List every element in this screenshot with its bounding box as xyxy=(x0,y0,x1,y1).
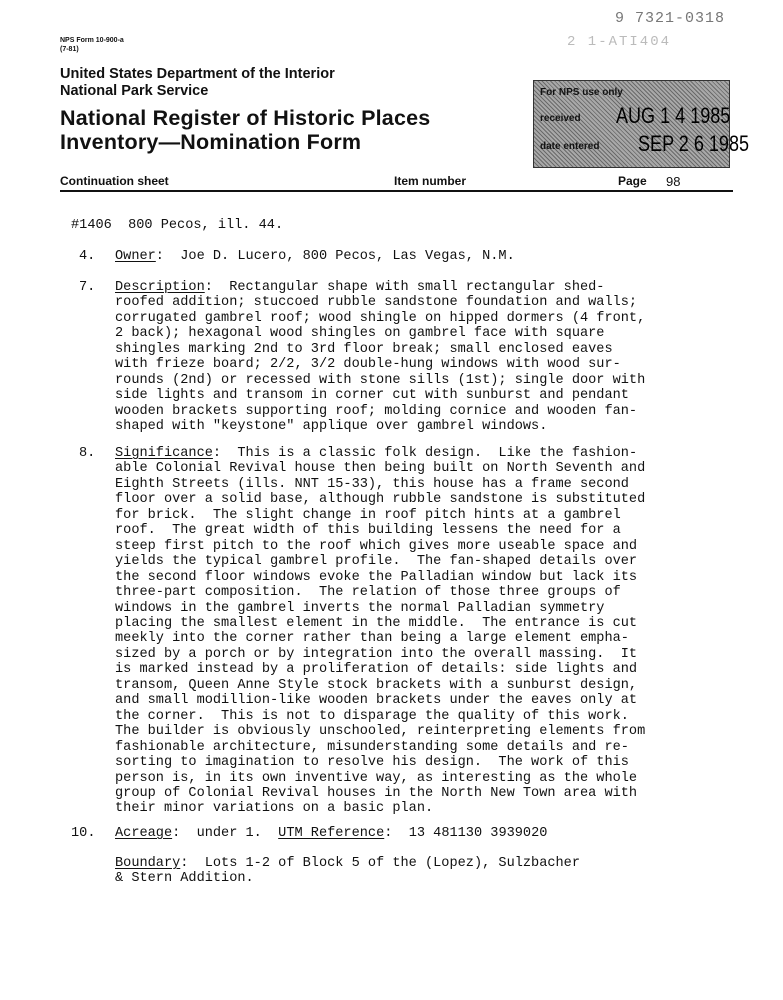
form-title xyxy=(60,106,430,154)
received-label: received xyxy=(540,113,581,124)
acreage-label: Acreage xyxy=(115,826,173,841)
significance-first-line: : This is a classic folk design. Like the fashion- xyxy=(212,446,638,461)
significance-number: 8. xyxy=(79,446,96,461)
owner-entry xyxy=(115,249,515,264)
significance-line: steep first pitch to the roof which gives more useable space and xyxy=(115,538,638,554)
stamped-number: 9 7321-0318 xyxy=(614,10,725,27)
form-number: NPS Form 10-900-a xyxy=(60,37,124,44)
page-label: Page xyxy=(618,174,647,188)
significance-line: the second floor windows evoke the Palladian window but lack its xyxy=(115,569,638,585)
property-heading: #1406 800 Pecos, ill. 44. xyxy=(71,218,284,233)
significance-line: transom, Queen Anne Style stock brackets with a sunburst design, xyxy=(115,677,638,693)
acreage-number: 10. xyxy=(71,826,96,841)
description-line: rounds (2nd) or recessed with stone sills (1st); single door with xyxy=(115,372,646,388)
form-identifier xyxy=(60,36,124,54)
significance-line: and small modillion-like wooden brackets under the eaves only at xyxy=(115,693,638,709)
agency-name: National Park Service xyxy=(60,83,209,99)
nps-use-label: For NPS use only xyxy=(540,87,623,98)
utm-reference-label: UTM Reference xyxy=(278,826,385,841)
significance-line: The builder is obviously unschooled, reinterpreting elements from xyxy=(115,724,646,740)
owner-number: 4. xyxy=(79,249,96,264)
description-number: 7. xyxy=(79,280,96,295)
form-revision: (7-81) xyxy=(60,46,79,53)
owner-text: : Joe D. Lucero, 800 Pecos, Las Vegas, N.M. xyxy=(155,249,515,264)
description-first-line: : Rectangular shape with small rectangular shed- xyxy=(204,280,605,295)
department-name: United States Department of the Interior xyxy=(60,66,335,82)
description-line: shingles marking 2nd to 3rd floor break; small enclosed eaves xyxy=(115,341,613,357)
significance-line: fashionable architecture, misunderstanding some details and re- xyxy=(115,739,629,755)
received-date-stamp: AUG 1 4 1985 xyxy=(616,103,731,128)
stamped-number-faint: 2 1-ATI404 xyxy=(566,34,671,50)
significance-line: windows in the gambrel inverts the normal Palladian symmetry xyxy=(115,600,605,616)
description-label: Description xyxy=(115,280,205,295)
significance-line: roof. The great width of this building lessens the need for a xyxy=(115,523,621,539)
form-title-line2: Inventory—Nomination Form xyxy=(60,130,362,154)
significance-line: floor over a solid base, although rubble sandstone is substituted xyxy=(115,492,646,508)
page-number: 98 xyxy=(666,174,681,189)
significance-label: Significance xyxy=(115,446,213,461)
boundary-first-line: : Lots 1-2 of Block 5 of the (Lopez), Sulzbacher xyxy=(180,856,580,871)
description-entry xyxy=(115,280,645,435)
department-header xyxy=(60,66,335,100)
significance-line: is marked instead by a proliferation of details: side lights and xyxy=(115,662,638,678)
item-number-label: Item number xyxy=(394,174,467,188)
description-line: roofed addition; stuccoed rubble sandstone foundation and walls; xyxy=(115,295,638,311)
description-line: side lights and transom in corner cut with sunburst and pendant xyxy=(115,388,629,404)
significance-line: three-part composition. The relation of those three groups of xyxy=(115,585,621,601)
significance-line: Eighth Streets (ills. NNT 15-33), this house has a frame second xyxy=(115,476,629,492)
description-line: shaped with "keystone" applique over gambrel windows. xyxy=(115,419,548,435)
acreage-entry xyxy=(115,826,547,841)
nps-use-only-box xyxy=(533,80,750,168)
owner-label: Owner xyxy=(115,249,156,264)
boundary-entry xyxy=(115,856,580,887)
entered-date-stamp: SEP 2 6 1985 xyxy=(638,131,750,156)
boundary-label: Boundary xyxy=(115,856,181,871)
date-entered-label: date entered xyxy=(540,141,600,152)
significance-line: group of Colonial Revival houses in the North New Town area with xyxy=(115,785,638,801)
description-line: 2 back); hexagonal wood shingles on gambrel face with square xyxy=(115,326,605,342)
significance-line: for brick. The slight change in roof pitch hints at a gambrel xyxy=(115,507,621,523)
utm-reference-value: : 13 481130 3939020 xyxy=(384,826,548,841)
significance-line: their minor variations on a basic plan. xyxy=(115,801,434,817)
description-line: corrugated gambrel roof; wood shingle on hipped dormers (4 front, xyxy=(115,310,646,326)
significance-line: placing the smallest element in the middle. The entrance is cut xyxy=(115,615,638,631)
form-title-line1: National Register of Historic Places xyxy=(60,106,431,130)
description-line: wooden brackets supporting roof; molding cornice and wooden fan- xyxy=(115,403,638,419)
significance-line: sized by a porch or by integration into the overall massing. It xyxy=(115,646,638,662)
significance-entry xyxy=(115,446,645,817)
description-line: with frieze board; 2/2, 3/2 double-hung windows with wood sur- xyxy=(115,357,621,373)
significance-line: person is, in its own inventive way, as interesting as the whole xyxy=(115,770,638,786)
significance-line: sorting to imagination to resolve his design. The work of this xyxy=(115,755,629,771)
significance-line: able Colonial Revival house then being built on North Seventh and xyxy=(115,461,646,477)
boundary-second-line: & Stern Addition. xyxy=(115,871,254,887)
significance-line: meekly into the corner rather than being a large element empha- xyxy=(115,631,629,647)
acreage-value: : under 1. xyxy=(172,826,279,841)
header-rule xyxy=(60,190,733,192)
significance-line: yields the typical gambrel profile. The fan-shaped details over xyxy=(115,554,638,570)
continuation-sheet-label: Continuation sheet xyxy=(60,174,169,188)
significance-line: the corner. This is not to disparage the quality of this work. xyxy=(115,708,629,724)
